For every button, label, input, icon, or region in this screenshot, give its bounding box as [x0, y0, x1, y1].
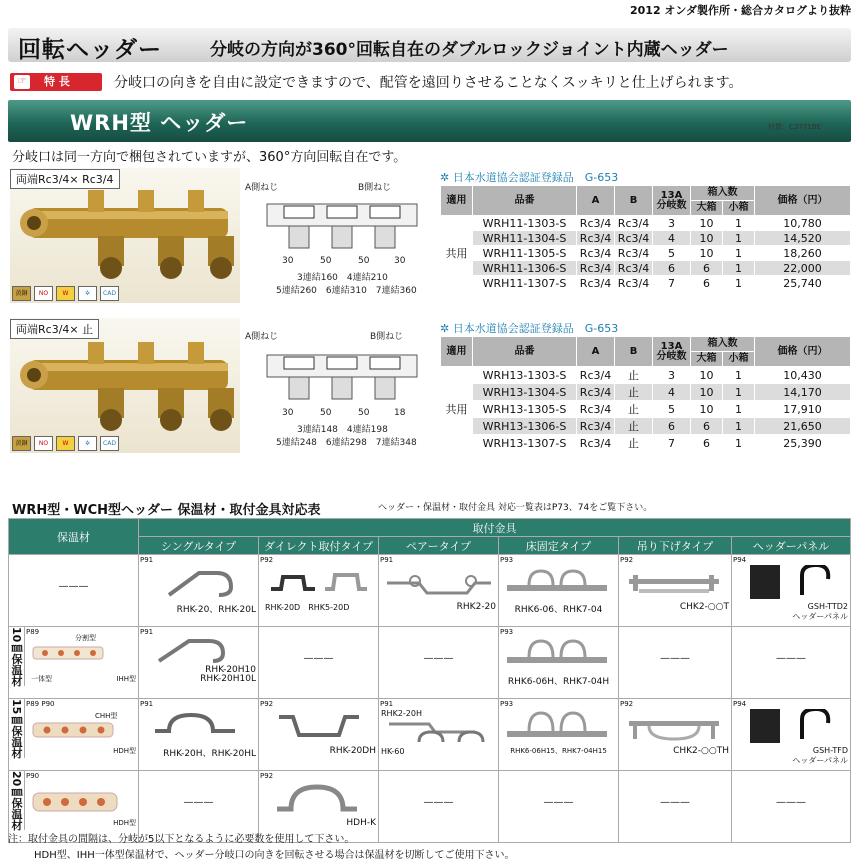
fit-cell: P93 RHK6-06、RHK7-04	[499, 555, 619, 627]
table-row: WRH13-1305-S Rc3/4 止 5 10 1 17,910	[441, 401, 851, 418]
compat-note: ヘッダー・保温材・取付金具 対応一覧表はP73、74をご覧下さい。	[378, 503, 653, 513]
fit-cell: ———	[259, 627, 379, 699]
table-row: WRH11-1306-S Rc3/4 Rc3/4 6 6 1 22,000	[441, 261, 851, 276]
length-row-2: 5連結260 6連結310 7連結360	[276, 286, 417, 296]
table-row: 共用 WRH11-1303-S Rc3/4 Rc3/4 3 10 1 10,780	[441, 216, 851, 231]
table-row: WRH13-1307-S Rc3/4 止 7 6 1 25,390	[441, 435, 851, 452]
dim-4: 18	[394, 408, 406, 418]
col-price: 価格（円）	[755, 186, 851, 216]
col-fittings: 取付金具	[139, 519, 851, 537]
brass-icon: 黄銅	[12, 436, 31, 451]
bracket-icon	[139, 637, 255, 663]
table-row	[9, 699, 851, 771]
fit-cell: ———	[379, 771, 499, 843]
col-price: 価格（円）	[755, 337, 851, 367]
bracket-icon	[619, 565, 729, 599]
col-single: シングルタイプ	[139, 537, 259, 555]
dim-3: 50	[358, 256, 370, 266]
dim-1: 30	[282, 256, 294, 266]
dimension-drawing-2	[262, 343, 422, 409]
fit-cell: P93 RHK6-06H15、RHK7-04H15	[499, 699, 619, 771]
fit-cell: P94 GSH-TFD ヘッダーパネル	[732, 699, 851, 771]
bracket-icon	[379, 565, 495, 599]
col-branches: 13A 分岐数	[653, 186, 691, 216]
insulation-none: ———	[9, 555, 139, 627]
fit-cell: ———	[499, 771, 619, 843]
hand-icon: ☞	[14, 75, 30, 89]
section-title: WRH型 ヘッダー	[70, 111, 249, 135]
dim-1: 30	[282, 408, 294, 418]
col-panel: ヘッダーパネル	[732, 537, 851, 555]
fit-cell: P92 CHK2-○○TH	[619, 699, 732, 771]
col-small-box: 小箱	[723, 352, 755, 367]
certified-icon: ✲	[78, 286, 97, 301]
table-row	[9, 555, 851, 627]
bracket-icon	[259, 565, 375, 599]
bracket-icon	[499, 637, 615, 671]
product-label-2: 両端Rc3/4× 止	[10, 319, 99, 339]
water-mark-icon: W	[56, 286, 75, 301]
bracket-icon	[499, 709, 615, 743]
registration-note-2: ✲ 日本水道協会認証登録品 G-653	[440, 322, 619, 335]
col-apply: 適用	[441, 337, 473, 367]
insulation-10mm: 10㎜保温材 P89 分割型 一体型 IHH型	[9, 627, 139, 699]
bracket-icon	[139, 565, 255, 599]
fit-cell: ———	[732, 627, 851, 699]
fit-cell: ———	[619, 771, 732, 843]
table-row: WRH13-1306-S Rc3/4 止 6 6 1 21,650	[441, 418, 851, 435]
table-row: 共用 WRH13-1303-S Rc3/4 止 3 10 1 10,430	[441, 367, 851, 384]
cad-icon: CAD	[100, 286, 119, 301]
col-box: 箱入数	[691, 337, 755, 352]
registration-note-1: ✲ 日本水道協会認証登録品 G-653	[440, 171, 619, 184]
col-part: 品番	[473, 337, 577, 367]
col-a: A	[577, 186, 615, 216]
col-large-box: 大箱	[691, 201, 723, 216]
b-side-label: B側ねじ	[370, 332, 404, 342]
table-row: WRH11-1305-S Rc3/4 Rc3/4 5 10 1 18,260	[441, 246, 851, 261]
source-note: 2012 オンダ製作所・総合カタログより抜粋	[629, 4, 851, 17]
feature-text: 分岐口の向きを自由に設定できますので、配管を遠回りさせることなくスッキリと仕上げられます。	[114, 75, 743, 91]
col-part: 品番	[473, 186, 577, 216]
col-pair: ペアータイプ	[379, 537, 499, 555]
b-side-label: B側ねじ	[358, 183, 392, 193]
no-lead-icon: NO	[34, 286, 53, 301]
col-branches: 13A 分岐数	[653, 337, 691, 367]
fit-cell: P91 RHK-20H10 RHK-20H10L	[139, 627, 259, 699]
col-insulation: 保温材	[9, 519, 139, 555]
cad-icon: CAD	[100, 436, 119, 451]
footnote-2: HDH型、IHH一体型保温材で、ヘッダー分岐口の向きを回転させる場合は保温材を切断してご使用下さい。	[34, 850, 515, 861]
bracket-icon	[259, 781, 375, 815]
fit-cell: P92 RHK-20D RHK5-20D	[259, 555, 379, 627]
price-table-2	[440, 336, 851, 452]
fit-cell: ———	[379, 627, 499, 699]
fit-cell: ———	[619, 627, 732, 699]
category-cell: 共用	[441, 367, 473, 452]
page-title: 回転ヘッダー	[18, 37, 162, 63]
dim-4: 30	[394, 256, 406, 266]
table-row: WRH13-1304-S Rc3/4 止 4 10 1 14,170	[441, 384, 851, 401]
compat-title: WRH型・WCH型ヘッダー 保温材・取付金具対応表	[12, 503, 321, 518]
fit-cell: P91 RHK2-20	[379, 555, 499, 627]
footnote-1: 注：取付金具の間隔は、分岐が5以下となるように必要数を使用して下さい。	[8, 834, 355, 845]
fit-cell: ———	[732, 771, 851, 843]
a-side-label: A側ねじ	[245, 183, 279, 193]
category-cell: 共用	[441, 216, 473, 291]
dim-2: 50	[320, 408, 332, 418]
insulation-15mm: 15㎜保温材 P89 P90 CHH型 HDH型	[9, 699, 139, 771]
panel-icon	[732, 565, 842, 599]
col-hanging: 吊り下げタイプ	[619, 537, 732, 555]
page-subtitle: 分岐の方向が360°回転自在のダブルロックジョイント内蔵ヘッダー	[210, 40, 729, 60]
table-row	[9, 627, 851, 699]
length-row-1: 3連結148 4連結198	[297, 425, 388, 435]
bracket-icon	[379, 718, 495, 744]
bracket-icon	[259, 709, 375, 743]
dim-3: 50	[358, 408, 370, 418]
col-floor: 床固定タイプ	[499, 537, 619, 555]
col-small-box: 小箱	[723, 201, 755, 216]
fit-cell: P92 CHK2-○○T	[619, 555, 732, 627]
product-label-1: 両端Rc3/4× Rc3/4	[10, 169, 120, 189]
certified-icon: ✲	[78, 436, 97, 451]
col-large-box: 大箱	[691, 352, 723, 367]
length-row-1: 3連結160 4連結210	[297, 273, 388, 283]
length-row-2: 5連結248 6連結298 7連結348	[276, 438, 417, 448]
table-row: WRH11-1307-S Rc3/4 Rc3/4 7 6 1 25,740	[441, 276, 851, 291]
fit-cell: P93 RHK6-06H、RHK7-04H	[499, 627, 619, 699]
col-a: A	[577, 337, 615, 367]
insulation-icon	[25, 709, 135, 743]
col-apply: 適用	[441, 186, 473, 216]
fit-cell: P92 RHK-20DH	[259, 699, 379, 771]
col-box: 箱入数	[691, 186, 755, 201]
col-b: B	[615, 186, 653, 216]
fit-cell: P91 RHK-20、RHK-20L	[139, 555, 259, 627]
col-b: B	[615, 337, 653, 367]
bracket-icon	[139, 709, 255, 743]
feature-tag: 特 長	[10, 73, 102, 91]
compat-table	[8, 518, 851, 843]
panel-icon	[732, 709, 842, 743]
a-side-label: A側ねじ	[245, 332, 279, 342]
price-table-1	[440, 185, 851, 291]
table-row: WRH11-1304-S Rc3/4 Rc3/4 4 10 1 14,520	[441, 231, 851, 246]
fit-cell: P91 RHK2-20H HK-60	[379, 699, 499, 771]
fit-cell: P92 HDH-K	[259, 771, 379, 843]
insulation-20mm: 20㎜保温材 P90 HDH型	[9, 771, 139, 843]
fit-cell: ———	[139, 771, 259, 843]
fit-cell: P91 RHK-20H、RHK-20HL	[139, 699, 259, 771]
col-direct: ダイレクト取付タイプ	[259, 537, 379, 555]
intro-text: 分岐口は同一方向で梱包されていますが、360°方向回転自在です。	[12, 150, 407, 165]
bracket-icon	[499, 565, 615, 599]
brass-icon: 黄銅	[12, 286, 31, 301]
no-lead-icon: NO	[34, 436, 53, 451]
dimension-drawing-1	[262, 192, 422, 258]
dim-2: 50	[320, 256, 332, 266]
fit-cell: P94 GSH-TTD2 ヘッダーパネル	[732, 555, 851, 627]
material-note: 材質：C3771BE	[768, 123, 821, 131]
water-mark-icon: W	[56, 436, 75, 451]
insulation-icon	[25, 781, 135, 821]
bracket-icon	[619, 709, 729, 743]
